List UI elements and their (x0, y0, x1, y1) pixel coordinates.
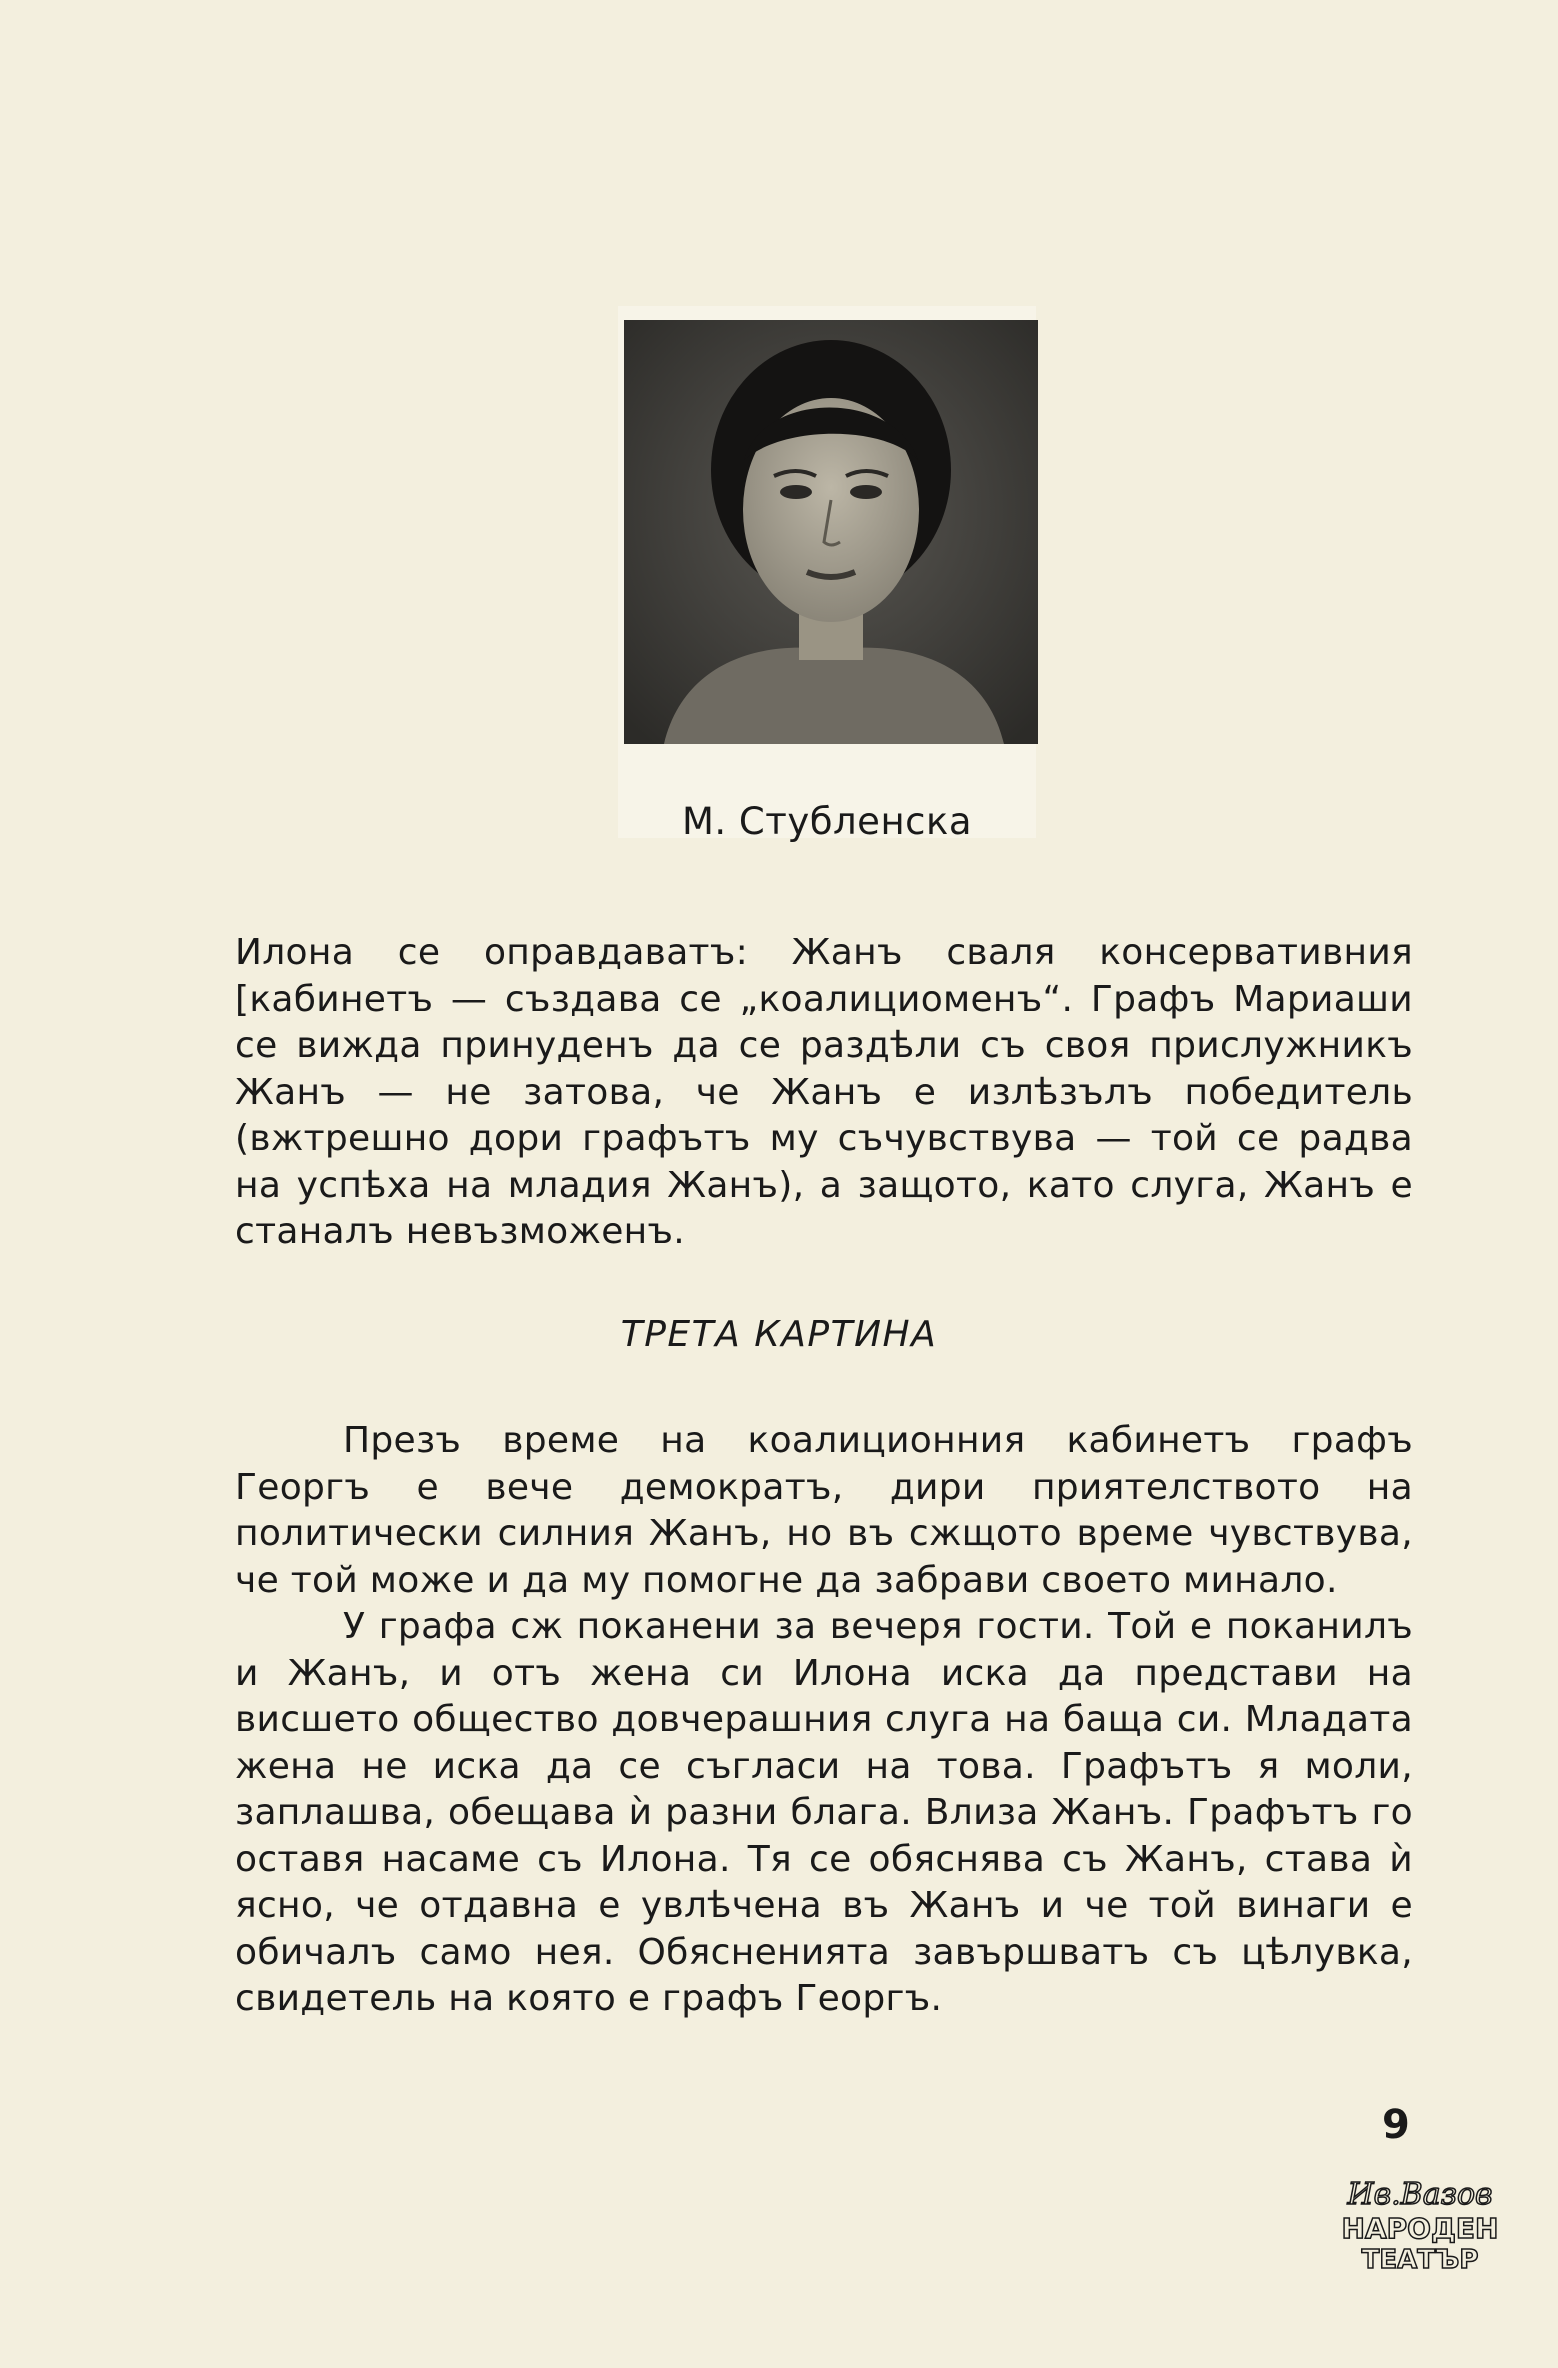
portrait-photo (624, 320, 1038, 744)
logo-line-2: НАРОДЕН (1341, 2212, 1499, 2245)
paragraph-text: У графа сж поканени за вечеря гости. Той е поканилъ и Жанъ, и отъ жена си Илона иска да представи на висшето общество довчерашния слуга на баща си. Младата жена не иска да се съгласи на това. Графътъ я моли, заплашва, обещава ѝ разни блага. Влиза Жанъ. Графътъ го оставя насаме съ Илона. Тя се обяснява съ Жанъ, става ѝ ясно, че отдавна е увлѣчена въ Жанъ и че той винаги е обичалъ само нея. Обясненията завършватъ съ цѣлувка, свидетель на която е графъ Георгъ. (235, 1606, 1413, 2019)
photo-caption: М. Стубленска (681, 800, 973, 843)
scene-description (235, 1418, 1413, 2023)
logo-line-3: ТЕАТЪР (1361, 2245, 1479, 2275)
intro-paragraph (235, 930, 1413, 1256)
theatre-logo (1330, 2168, 1510, 2276)
logo-signature: Ив.Вазов (1347, 2177, 1493, 2212)
paragraph-text: Презъ време на коалиционния кабинетъ графъ Георгъ е вече демократъ, дири приятелството на политически силния Жанъ, но въ сжщото време чувствува, че той може и да му помогне да забрави своето минало. (235, 1420, 1413, 1601)
paragraph-text: Илона се оправдаватъ: Жанъ сваля консервативния [кабинетъ — създава се „коалициоменъ“. Графъ Мариаши се вижда принуденъ да се раздѣли съ своя прислужникъ Жанъ — не затова, че Жанъ е излѣзълъ победитель (вжтрешно дори графътъ му съчувствува — той се радва на успѣха на младия Жанъ), а защото, като слуга, Жанъ е станалъ невъзможенъ. (235, 932, 1413, 1252)
portrait-illustration (624, 320, 1038, 744)
page-number: 9 (1382, 2102, 1410, 2148)
section-heading: ТРЕТА КАРТИНА (620, 1314, 938, 1355)
